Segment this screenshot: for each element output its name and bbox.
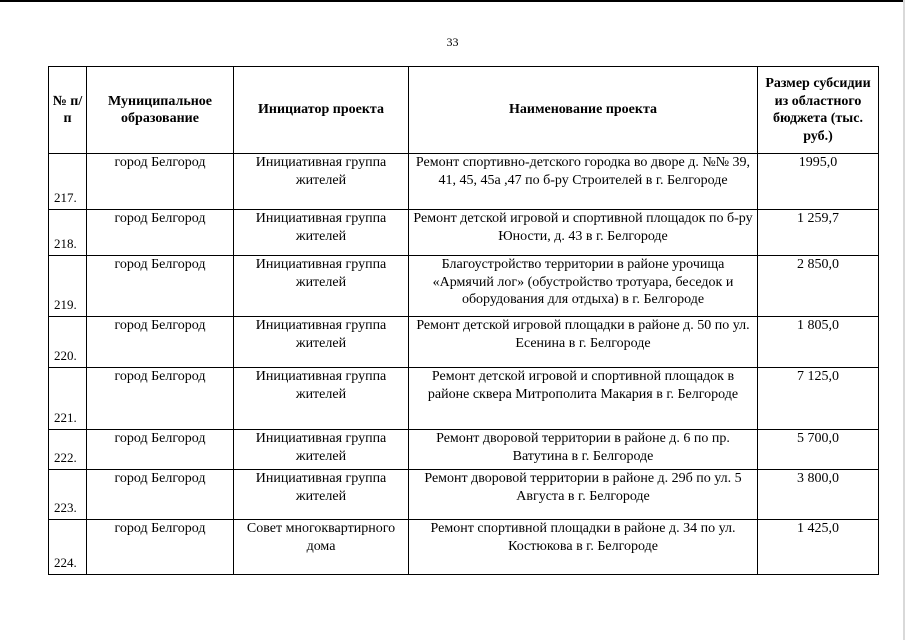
row-amount: 2 850,0 — [758, 256, 879, 317]
row-initiator: Инициативная группа жителей — [234, 256, 409, 317]
table-header-row — [49, 67, 879, 154]
row-initiator: Инициативная группа жителей — [234, 430, 409, 470]
row-number: 220. — [49, 317, 87, 368]
row-project: Ремонт спортивной площадки в районе д. 34 по ул. Костюкова в г. Белгороде — [409, 520, 758, 575]
row-number: 218. — [49, 210, 87, 256]
table-row — [49, 210, 879, 256]
table-row — [49, 154, 879, 210]
row-municipality: город Белгород — [87, 317, 234, 368]
table-row — [49, 430, 879, 470]
header-subsidy: Размер субсидии из областного бюджета (тыс. руб.) — [758, 67, 879, 154]
table-row — [49, 368, 879, 430]
row-number: 217. — [49, 154, 87, 210]
row-amount: 1995,0 — [758, 154, 879, 210]
row-municipality: город Белгород — [87, 256, 234, 317]
row-initiator: Инициативная группа жителей — [234, 470, 409, 520]
row-project: Ремонт дворовой территории в районе д. 6 по пр. Ватутина в г. Белгороде — [409, 430, 758, 470]
table-row — [49, 256, 879, 317]
row-initiator: Инициативная группа жителей — [234, 317, 409, 368]
row-initiator: Совет многоквартирного дома — [234, 520, 409, 575]
row-number: 224. — [49, 520, 87, 575]
row-municipality: город Белгород — [87, 520, 234, 575]
row-number: 222. — [49, 430, 87, 470]
row-amount: 7 125,0 — [758, 368, 879, 430]
header-municipality: Муниципальное образование — [87, 67, 234, 154]
row-number: 223. — [49, 470, 87, 520]
row-municipality: город Белгород — [87, 430, 234, 470]
table-row — [49, 470, 879, 520]
row-initiator: Инициативная группа жителей — [234, 154, 409, 210]
row-initiator: Инициативная группа жителей — [234, 210, 409, 256]
row-project: Благоустройство территории в районе урочища «Армячий лог» (обустройство тротуара, беседок и оборудования для отдыха) в г. Белгороде — [409, 256, 758, 317]
projects-table — [48, 66, 879, 575]
row-amount: 1 259,7 — [758, 210, 879, 256]
row-number: 221. — [49, 368, 87, 430]
header-initiator: Инициатор проекта — [234, 67, 409, 154]
row-municipality: город Белгород — [87, 470, 234, 520]
row-project: Ремонт спортивно-детского городка во дворе д. №№ 39, 41, 45, 45а ,47 по б-ру Строителей в г. Белгороде — [409, 154, 758, 210]
row-number: 219. — [49, 256, 87, 317]
row-amount: 1 805,0 — [758, 317, 879, 368]
table-row — [49, 317, 879, 368]
row-municipality: город Белгород — [87, 210, 234, 256]
row-project: Ремонт детской игровой и спортивной площадок в районе сквера Митрополита Макария в г. Белгороде — [409, 368, 758, 430]
row-municipality: город Белгород — [87, 368, 234, 430]
header-project: Наименование проекта — [409, 67, 758, 154]
row-project: Ремонт детской игровой площадки в районе д. 50 по ул. Есенина в г. Белгороде — [409, 317, 758, 368]
header-num: № п/п — [49, 67, 87, 154]
row-amount: 3 800,0 — [758, 470, 879, 520]
table-row — [49, 520, 879, 575]
row-municipality: город Белгород — [87, 154, 234, 210]
row-amount: 1 425,0 — [758, 520, 879, 575]
row-project: Ремонт дворовой территории в районе д. 29б по ул. 5 Августа в г. Белгороде — [409, 470, 758, 520]
row-amount: 5 700,0 — [758, 430, 879, 470]
page-number: 33 — [446, 35, 459, 49]
row-initiator: Инициативная группа жителей — [234, 368, 409, 430]
row-project: Ремонт детской игровой и спортивной площадок по б-ру Юности, д. 43 в г. Белгороде — [409, 210, 758, 256]
page-top-border — [0, 0, 905, 2]
